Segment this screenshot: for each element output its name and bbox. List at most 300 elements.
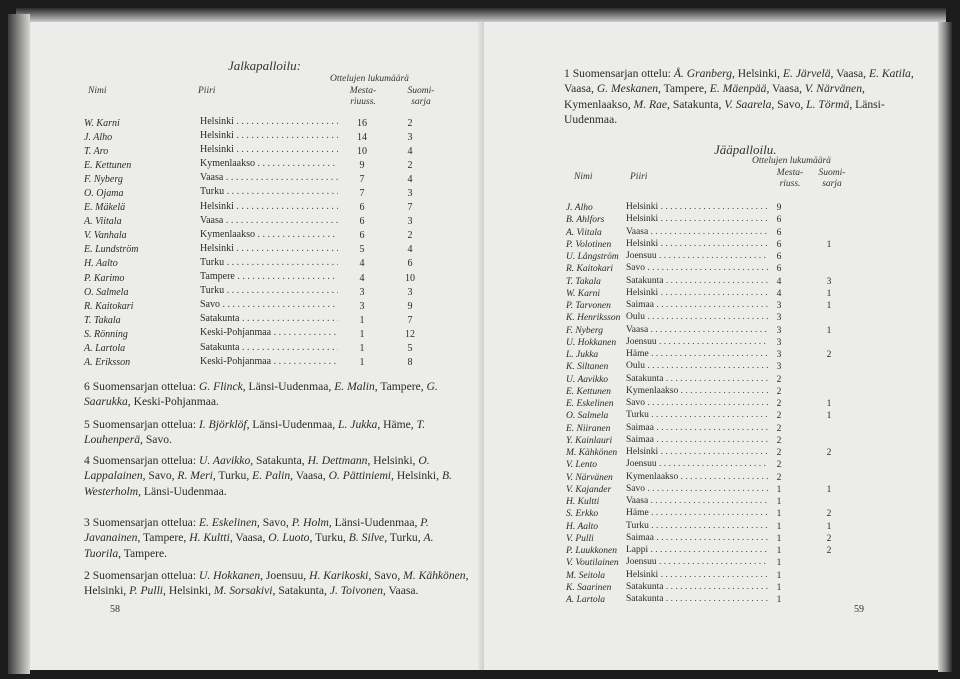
player-district xyxy=(200,243,340,257)
table-row xyxy=(566,496,870,508)
mestaruus-count: 1 xyxy=(776,558,782,569)
player-district xyxy=(626,325,770,337)
district-text: Saimaa . . . xyxy=(626,300,768,310)
player-name: E. Kettunen xyxy=(566,386,611,397)
mestaruus-count: 6 xyxy=(359,230,365,242)
paragraph-2-games: 2 Suomensarjan ottelua: U. Hokkanen, Joensuu, H. Karikoski, Savo, M. Kähkönen, Helsinki, P. Pulli, Helsinki, M. Sorsakivi, Satakunta, J. Toivonen, Vaasa. xyxy=(84,569,469,598)
district-text: Häme . . . xyxy=(626,508,768,518)
player-district xyxy=(626,374,770,386)
table-row xyxy=(566,312,870,324)
player-district xyxy=(626,202,770,214)
suomisarja-count: 2 xyxy=(826,509,832,520)
mestaruus-count: 7 xyxy=(359,188,365,200)
player-district xyxy=(626,263,770,275)
mestaruus-count: 9 xyxy=(776,203,782,214)
player-district xyxy=(626,557,770,569)
suomisarja-count xyxy=(788,312,870,324)
table-row xyxy=(84,356,436,370)
suomisarja-count xyxy=(788,202,870,214)
suomisarja-count: 1 xyxy=(826,325,832,336)
player-name: R. Kaitokari xyxy=(84,300,134,312)
suomisarja-count xyxy=(788,386,870,398)
mestaruus-count: 4 xyxy=(776,288,782,299)
player-district xyxy=(626,227,770,239)
paragraph-5-games: 5 Suomensarjan ottelua: I. Björklöf, Länsi-Uudenmaa, L. Jukka, Häme, T. Louhenperä, Savo. xyxy=(84,418,426,447)
player-district xyxy=(626,521,770,533)
table-row xyxy=(566,386,870,398)
player-name: L. Jukka xyxy=(566,350,599,361)
left-page xyxy=(30,22,484,670)
suomisarja-count: 1 xyxy=(826,301,832,312)
district-text: Satakunta . . . xyxy=(626,374,768,384)
suomisarja-count: 4 xyxy=(407,173,413,185)
table-row xyxy=(84,201,436,215)
mestaruus-count: 3 xyxy=(776,337,782,348)
mestaruus-count: 6 xyxy=(359,216,365,228)
suomisarja-count: 1 xyxy=(826,239,832,250)
district-text: Savo . . . xyxy=(626,263,768,273)
mestaruus-count: 9 xyxy=(359,159,365,171)
suomisarja-count: 12 xyxy=(405,328,415,340)
player-district xyxy=(626,288,770,300)
player-name: V. Lento xyxy=(566,460,597,471)
player-district xyxy=(626,459,770,471)
page-number-right: 59 xyxy=(854,604,864,615)
suomisarja-count: 2 xyxy=(407,230,413,242)
district-text: Joensuu . . . xyxy=(626,337,768,347)
player-district xyxy=(200,342,340,356)
player-name: O. Salmela xyxy=(84,286,129,298)
mestaruus-count: 2 xyxy=(776,399,782,410)
player-name: J. Alho xyxy=(84,131,113,143)
table-row xyxy=(566,533,870,545)
suomisarja-count: 3 xyxy=(407,286,413,298)
mestaruus-count: 4 xyxy=(776,276,782,287)
player-name: E. Mäkelä xyxy=(84,202,126,214)
player-district xyxy=(200,356,340,370)
table-row xyxy=(84,186,436,200)
suomisarja-count: 2 xyxy=(407,159,413,171)
table-row xyxy=(566,276,870,288)
page-number-left: 58 xyxy=(110,604,120,615)
player-name: K. Siltanen xyxy=(566,362,609,373)
player-name: P. Volotinen xyxy=(566,239,612,250)
mestaruus-count: 4 xyxy=(359,258,365,270)
suomisarja-count: 5 xyxy=(407,343,413,355)
table-row xyxy=(84,229,436,243)
suomisarja-count xyxy=(788,570,870,582)
paragraph-6-games: 6 Suomensarjan ottelua: G. Flinck, Länsi-Uudenmaa, E. Malin, Tampere, G. Saarukka, Keski-Pohjanmaa. xyxy=(84,380,438,409)
suomisarja-count: 1 xyxy=(826,521,832,532)
player-name: O. Salmela xyxy=(566,411,609,422)
mestaruus-count: 10 xyxy=(357,145,367,157)
table-row xyxy=(566,545,870,557)
book-left-edge xyxy=(8,14,30,674)
district-text: Turku . . . xyxy=(200,186,338,197)
table-row xyxy=(566,521,870,533)
player-district xyxy=(626,239,770,251)
player-district xyxy=(626,251,770,263)
player-district xyxy=(626,508,770,520)
district-text: Kymenlaakso . . . xyxy=(626,386,768,396)
player-district xyxy=(200,257,340,271)
mestaruus-count: 1 xyxy=(359,357,365,369)
suomisarja-count xyxy=(788,337,870,349)
district-text: Vaasa . . . xyxy=(626,496,768,506)
suomisarja-count xyxy=(788,459,870,471)
district-text: Turku . . . xyxy=(200,285,338,296)
mestaruus-count: 1 xyxy=(776,582,782,593)
player-name: W. Karni xyxy=(566,288,600,299)
player-district xyxy=(626,533,770,545)
district-text: Helsinki . . . xyxy=(200,201,338,212)
district-text: Helsinki . . . xyxy=(626,288,768,298)
district-text: Vaasa . . . xyxy=(626,227,768,237)
player-district xyxy=(200,186,340,200)
mestaruus-count: 1 xyxy=(359,328,365,340)
player-name: K. Henriksson xyxy=(566,313,621,324)
player-name: A. Lartola xyxy=(84,343,126,355)
player-name: S. Rönning xyxy=(84,328,128,340)
player-name: E. Kettunen xyxy=(84,159,132,171)
suomisarja-count xyxy=(788,435,870,447)
table-row xyxy=(84,271,436,285)
player-district xyxy=(200,285,340,299)
player-name: A. Lartola xyxy=(566,595,606,606)
table-row xyxy=(566,557,870,569)
table-row xyxy=(566,410,870,422)
district-text: Keski-Pohjanmaa . . . xyxy=(200,327,338,338)
player-district xyxy=(626,312,770,324)
player-district xyxy=(200,215,340,229)
header-games-group-right: Ottelujen lukumäärä xyxy=(752,156,831,166)
header-name: Nimi xyxy=(88,86,107,96)
suomisarja-count: 2 xyxy=(826,350,832,361)
player-name: J. Alho xyxy=(566,203,593,214)
table-row xyxy=(566,288,870,300)
table-row xyxy=(566,594,870,606)
table-row xyxy=(84,299,436,313)
suomisarja-count: 3 xyxy=(826,276,832,287)
player-name: U. Hokkanen xyxy=(566,337,617,348)
table-row xyxy=(84,257,436,271)
player-name: E. Eskelinen xyxy=(566,399,614,410)
player-district xyxy=(200,327,340,341)
district-text: Turku . . . xyxy=(626,521,768,531)
player-name: V. Pulli xyxy=(566,533,594,544)
player-name: H. Kultti xyxy=(566,497,600,508)
table-row xyxy=(566,459,870,471)
mestaruus-count: 16 xyxy=(357,117,367,129)
player-name: A. Eriksson xyxy=(84,357,131,369)
table-row xyxy=(566,423,870,435)
player-name: H. Aalto xyxy=(566,521,599,532)
mestaruus-count: 1 xyxy=(776,595,782,606)
district-text: Joensuu . . . xyxy=(626,251,768,261)
table-row xyxy=(84,116,436,130)
player-name: F. Nyberg xyxy=(84,173,123,185)
district-text: Turku . . . xyxy=(200,257,338,268)
player-name: A. Viitala xyxy=(84,216,122,228)
mestaruus-count: 2 xyxy=(776,472,782,483)
district-text: Satakunta . . . xyxy=(626,594,768,604)
player-district xyxy=(626,447,770,459)
player-district xyxy=(626,276,770,288)
player-name: U. Långström xyxy=(566,252,619,263)
player-district xyxy=(200,201,340,215)
table-row xyxy=(566,239,870,251)
player-name: B. Ahlfors xyxy=(566,215,605,226)
player-district xyxy=(200,116,340,130)
mestaruus-count: 1 xyxy=(776,484,782,495)
player-district xyxy=(626,484,770,496)
district-text: Häme . . . xyxy=(626,349,768,359)
mestaruus-count: 1 xyxy=(776,509,782,520)
district-text: Satakunta . . . xyxy=(200,313,338,324)
suomisarja-count: 3 xyxy=(407,188,413,200)
suomisarja-count: 3 xyxy=(407,131,413,143)
table-row xyxy=(84,172,436,186)
player-district xyxy=(626,386,770,398)
mestaruus-count: 4 xyxy=(359,272,365,284)
table-row xyxy=(566,361,870,373)
table-row xyxy=(566,570,870,582)
player-district xyxy=(626,349,770,361)
player-name: F. Nyberg xyxy=(566,325,603,336)
mestaruus-count: 6 xyxy=(359,202,365,214)
player-name: S. Erkko xyxy=(566,509,599,520)
mestaruus-count: 2 xyxy=(776,460,782,471)
table-row xyxy=(84,327,436,341)
district-text: Oulu . . . xyxy=(626,312,768,322)
suomisarja-count xyxy=(788,361,870,373)
district-text: Helsinki . . . xyxy=(200,144,338,155)
suomisarja-count xyxy=(788,582,870,594)
suomisarja-count: 7 xyxy=(407,202,413,214)
district-text: Saimaa . . . xyxy=(626,435,768,445)
mestaruus-count: 6 xyxy=(776,215,782,226)
player-district xyxy=(626,398,770,410)
district-text: Tampere . . . xyxy=(200,271,338,282)
district-text: Kymenlaakso . . . xyxy=(200,229,338,240)
player-district xyxy=(200,130,340,144)
suomisarja-count: 8 xyxy=(407,357,413,369)
district-text: Oulu . . . xyxy=(626,361,768,371)
player-name: P. Luukkonen xyxy=(566,546,618,557)
table-row xyxy=(566,214,870,226)
suomisarja-count: 7 xyxy=(407,314,413,326)
player-district xyxy=(626,423,770,435)
player-name: T. Takala xyxy=(84,314,121,326)
player-name: H. Aalto xyxy=(84,258,118,270)
table-row xyxy=(84,158,436,172)
mestaruus-count: 6 xyxy=(776,227,782,238)
mestaruus-count: 3 xyxy=(776,313,782,324)
player-name: O. Ojama xyxy=(84,188,124,200)
player-name: T. Takala xyxy=(566,276,601,287)
suomisarja-count: 2 xyxy=(407,117,413,129)
suomisarja-count: 2 xyxy=(826,448,832,459)
suomisarja-count: 1 xyxy=(826,288,832,299)
player-name: P. Tarvonen xyxy=(566,301,611,312)
district-text: Helsinki . . . xyxy=(200,116,338,127)
header-district-right: Piiri xyxy=(630,172,648,182)
section-title-football: Jalkapalloilu: xyxy=(228,58,301,73)
header-name-right: Nimi xyxy=(574,172,593,182)
district-text: Savo . . . xyxy=(626,484,768,494)
district-text: Helsinki . . . xyxy=(200,243,338,254)
paragraph-1-game: 1 Suomensarjan ottelu: Å. Granberg, Helsinki, E. Järvelä, Vaasa, E. Katila, Vaasa, G. Meskanen, Tampere, E. Mäenpää, Vaasa, V. Närvänen, Kymenlaakso, M. Rae, Satakunta, V. Saarela, Savo, L. Törmä, Länsi-Uudenmaa. xyxy=(564,67,914,126)
player-name: U. Aavikko xyxy=(566,374,609,385)
player-district xyxy=(626,472,770,484)
mestaruus-count: 2 xyxy=(776,374,782,385)
suomisarja-count: 2 xyxy=(826,533,832,544)
table-row xyxy=(566,251,870,263)
district-text: Kymenlaakso . . . xyxy=(626,472,768,482)
district-text: Keski-Pohjanmaa . . . xyxy=(200,356,338,367)
suomisarja-count xyxy=(788,227,870,239)
suomisarja-count: 3 xyxy=(407,216,413,228)
suomisarja-count xyxy=(788,374,870,386)
suomisarja-count: 6 xyxy=(407,258,413,270)
player-name: A. Viitala xyxy=(566,227,602,238)
table-row xyxy=(566,447,870,459)
district-text: Saimaa . . . xyxy=(626,533,768,543)
header-district: Piiri xyxy=(198,86,216,96)
mestaruus-count: 14 xyxy=(357,131,367,143)
player-district xyxy=(626,570,770,582)
suomisarja-count xyxy=(788,557,870,569)
paragraph-3-games: 3 Suomensarjan ottelua: E. Eskelinen, Savo, P. Holm, Länsi-Uudenmaa, P. Javanainen, Tampere, H. Kultti, Vaasa, O. Luoto, Turku, B. Silve, Turku, A. Tuorila, Tampere. xyxy=(84,516,434,560)
district-text: Joensuu . . . xyxy=(626,557,768,567)
table-row xyxy=(566,508,870,520)
suomisarja-count: 1 xyxy=(826,411,832,422)
player-name: M. Kähkönen xyxy=(566,448,618,459)
player-district xyxy=(626,410,770,422)
player-district xyxy=(626,435,770,447)
district-text: Kymenlaakso . . . xyxy=(200,158,338,169)
header-mestaruus: Mesta- riuuss. xyxy=(349,86,377,107)
mestaruus-count: 6 xyxy=(776,264,782,275)
player-district xyxy=(626,300,770,312)
player-name: V. Närvänen xyxy=(566,472,613,483)
suomisarja-count: 1 xyxy=(826,484,832,495)
district-text: Lappi . . . xyxy=(626,545,768,555)
header-mestaruus-right: Mesta- riuss. xyxy=(776,168,804,189)
player-district xyxy=(626,582,770,594)
suomisarja-count: 2 xyxy=(826,546,832,557)
table-row xyxy=(84,144,436,158)
mestaruus-count: 6 xyxy=(776,252,782,263)
district-text: Helsinki . . . xyxy=(626,214,768,224)
table-row xyxy=(566,349,870,361)
header-games-group: Ottelujen lukumäärä xyxy=(330,74,409,84)
district-text: Helsinki . . . xyxy=(626,239,768,249)
district-text: Vaasa . . . xyxy=(200,215,338,226)
district-text: Satakunta . . . xyxy=(626,276,768,286)
table-row xyxy=(566,484,870,496)
mestaruus-count: 2 xyxy=(776,423,782,434)
mestaruus-count: 1 xyxy=(359,314,365,326)
player-district xyxy=(200,229,340,243)
player-name: E. Lundström xyxy=(84,244,139,256)
section-title-bandy: Jääpalloilu. xyxy=(714,142,777,157)
player-district xyxy=(200,172,340,186)
paragraph-4-games: 4 Suomensarjan ottelua: U. Aavikko, Satakunta, H. Dettmann, Helsinki, O. Lappalainen, Savo, R. Meri, Turku, E. Palin, Vaasa, O. Pättiniemi, Helsinki, B. Westerholm, Länsi-Uudenmaa. xyxy=(84,454,452,498)
player-district xyxy=(626,361,770,373)
table-row xyxy=(566,435,870,447)
book-right-edge xyxy=(938,22,952,672)
mestaruus-count: 1 xyxy=(776,497,782,508)
table-row xyxy=(566,263,870,275)
player-name: M. Seitola xyxy=(566,570,606,581)
player-district xyxy=(200,144,340,158)
mestaruus-count: 7 xyxy=(359,173,365,185)
district-text: Satakunta . . . xyxy=(626,582,768,592)
player-district xyxy=(626,337,770,349)
player-district xyxy=(626,594,770,606)
player-name: W. Karni xyxy=(84,117,120,129)
mestaruus-count: 2 xyxy=(776,411,782,422)
district-text: Joensuu . . . xyxy=(626,459,768,469)
player-district xyxy=(200,158,340,172)
mestaruus-count: 3 xyxy=(359,300,365,312)
mestaruus-count: 3 xyxy=(359,286,365,298)
football-results-table xyxy=(84,116,436,370)
player-name: V. Voutilainen xyxy=(566,558,619,569)
table-row xyxy=(84,130,436,144)
table-row xyxy=(566,337,870,349)
mestaruus-count: 2 xyxy=(776,448,782,459)
district-text: Vaasa . . . xyxy=(200,172,338,183)
table-row xyxy=(84,313,436,327)
mestaruus-count: 2 xyxy=(776,386,782,397)
mestaruus-count: 1 xyxy=(776,546,782,557)
suomisarja-count: 4 xyxy=(407,244,413,256)
mestaruus-count: 3 xyxy=(776,301,782,312)
player-district xyxy=(200,313,340,327)
mestaruus-count: 1 xyxy=(776,570,782,581)
table-row xyxy=(566,472,870,484)
table-row xyxy=(84,342,436,356)
mestaruus-count: 2 xyxy=(776,435,782,446)
mestaruus-count: 5 xyxy=(359,244,365,256)
table-row xyxy=(566,325,870,337)
suomisarja-count xyxy=(788,496,870,508)
mestaruus-count: 3 xyxy=(776,325,782,336)
district-text: Helsinki . . . xyxy=(626,202,768,212)
player-name: V. Kajander xyxy=(566,484,612,495)
mestaruus-count: 3 xyxy=(776,362,782,373)
right-page xyxy=(484,22,938,670)
district-text: Turku . . . xyxy=(626,410,768,420)
player-name: Y. Kainlauri xyxy=(566,435,613,446)
table-row xyxy=(566,398,870,410)
table-row xyxy=(84,285,436,299)
district-text: Helsinki . . . xyxy=(626,447,768,457)
player-name: P. Karimo xyxy=(84,272,125,284)
suomisarja-count xyxy=(788,263,870,275)
district-text: Vaasa . . . xyxy=(626,325,768,335)
player-district xyxy=(626,214,770,226)
mestaruus-count: 1 xyxy=(359,343,365,355)
district-text: Satakunta . . . xyxy=(200,342,338,353)
bandy-results-table xyxy=(566,202,870,606)
district-text: Helsinki . . . xyxy=(626,570,768,580)
district-text: Helsinki . . . xyxy=(200,130,338,141)
suomisarja-count xyxy=(788,214,870,226)
table-row xyxy=(566,582,870,594)
